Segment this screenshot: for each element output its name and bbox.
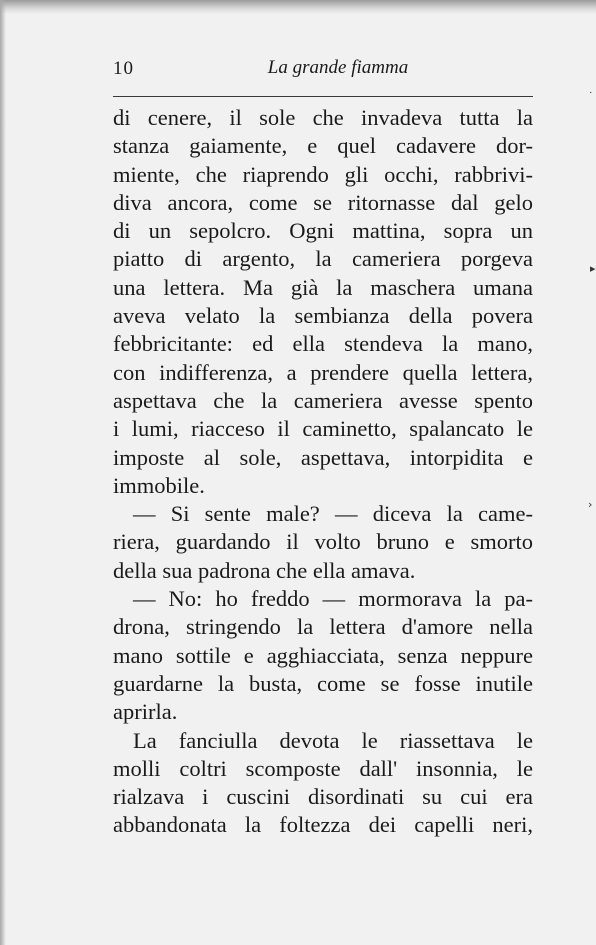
header-rule (113, 96, 533, 97)
text-line: imposte al sole, aspettava, intorpidita e (113, 444, 533, 470)
margin-speck: ▸ (590, 262, 596, 275)
margin-speck: ˙ (588, 90, 594, 103)
page-number: 10 (113, 58, 134, 79)
text-line: miente, che riaprendo gli occhi, rabbrivi- (113, 161, 533, 187)
page-top-edge (0, 0, 596, 14)
text-line: molli coltri scomposte dall' insonnia, le (113, 755, 533, 781)
text-line: rialzava i cuscini disordinati su cui era (113, 784, 533, 810)
text-line: — Si sente male? — diceva la came- (133, 501, 533, 527)
text-line: guardarne la busta, come se fosse inutile (113, 670, 533, 696)
running-title: La grande fiamma (267, 57, 409, 78)
text-line: i lumi, riacceso il caminetto, spalancato le (113, 416, 533, 442)
text-line: stanza gaiamente, e quel cadavere dor- (113, 133, 533, 159)
text-line: abbandonata la foltezza dei capelli neri, (113, 812, 533, 838)
text-line: piatto di argento, la cameriera porgeva (113, 246, 533, 272)
text-line: febbricitante: ed ella stendeva la mano, (113, 331, 533, 357)
text-line: diva ancora, come se ritornasse dal gelo (113, 189, 533, 215)
text-line: aspettava che la cameriera avesse spento (113, 387, 533, 413)
text-line: di cenere, il sole che invadeva tutta la (113, 105, 533, 130)
text-line: aveva velato la sembianza della povera (113, 303, 533, 329)
page-header (113, 56, 533, 86)
text-line: riera, guardando il volto bruno e smorto (113, 529, 533, 555)
text-line: — No: ho freddo — mormorava la pa- (133, 586, 533, 612)
text-line: della sua padrona che ella amava. (113, 557, 416, 583)
text-line: La fanciulla devota le riassettava le (133, 727, 533, 753)
text-line: mano sottile e agghiacciata, senza neppure (113, 642, 533, 668)
text-line: di un sepolcro. Ogni mattina, sopra un (113, 218, 533, 244)
body-text (113, 104, 533, 840)
text-line: aprirla. (113, 699, 178, 725)
text-line: una lettera. Ma già la maschera umana (113, 274, 533, 300)
text-line: drona, stringendo la lettera d'amore nella (113, 614, 533, 640)
page-binding-shadow (0, 0, 6, 945)
margin-speck: › (588, 498, 593, 511)
text-line: immobile. (113, 472, 205, 498)
text-line: con indifferenza, a prendere quella lettera, (113, 359, 533, 385)
